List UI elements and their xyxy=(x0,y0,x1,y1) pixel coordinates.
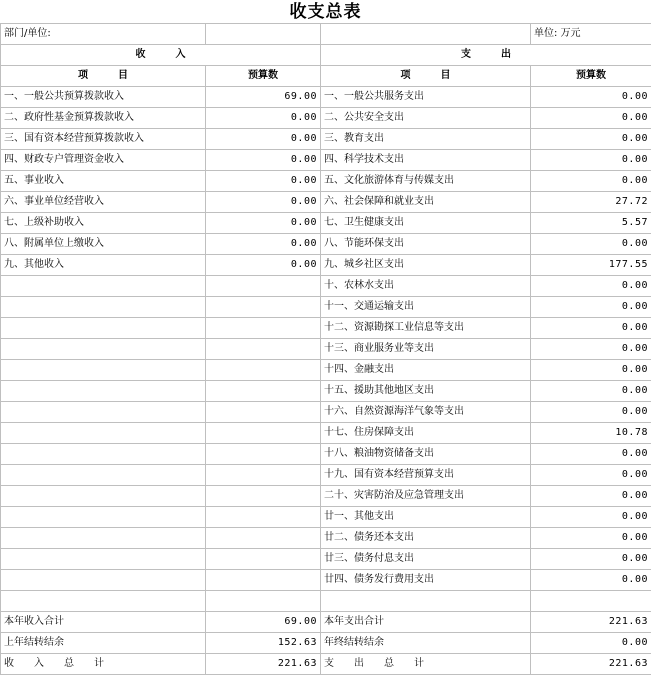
expense-value: 0.00 xyxy=(531,234,651,255)
income-value xyxy=(206,318,321,339)
income-value: 0.00 xyxy=(206,234,321,255)
expense-item: 十七、住房保障支出 xyxy=(321,423,531,444)
expense-value: 0.00 xyxy=(531,360,651,381)
expense-value: 0.00 xyxy=(531,507,651,528)
dept-value xyxy=(206,24,321,45)
spacer-cell xyxy=(206,591,321,612)
expense-total-label: 本年支出合计 xyxy=(321,612,531,633)
expense-value: 0.00 xyxy=(531,381,651,402)
table-row xyxy=(1,444,651,465)
expense-item: 廿四、债务发行费用支出 xyxy=(321,570,531,591)
expense-item: 十四、金融支出 xyxy=(321,360,531,381)
expense-item-header: 项 目 xyxy=(321,66,531,87)
expense-item: 五、文化旅游体育与传媒支出 xyxy=(321,171,531,192)
income-total-label: 本年收入合计 xyxy=(1,612,206,633)
expense-value: 177.55 xyxy=(531,255,651,276)
expense-item: 十、农林水支出 xyxy=(321,276,531,297)
expense-value: 0.00 xyxy=(531,87,651,108)
carry-in-label: 上年结转结余 xyxy=(1,633,206,654)
expense-value: 5.57 xyxy=(531,213,651,234)
expense-value: 0.00 xyxy=(531,402,651,423)
meta-row xyxy=(1,24,651,45)
income-item xyxy=(1,528,206,549)
unit-label: 单位: 万元 xyxy=(531,24,651,45)
income-item: 三、国有资本经营预算拨款收入 xyxy=(1,129,206,150)
income-item xyxy=(1,318,206,339)
income-value: 0.00 xyxy=(206,192,321,213)
table-row xyxy=(1,486,651,507)
expense-value: 0.00 xyxy=(531,150,651,171)
table-row xyxy=(1,192,651,213)
expense-item: 六、社会保障和就业支出 xyxy=(321,192,531,213)
income-value xyxy=(206,360,321,381)
table-row xyxy=(1,549,651,570)
carry-row xyxy=(1,633,651,654)
income-item xyxy=(1,486,206,507)
income-item: 一、一般公共预算拨款收入 xyxy=(1,87,206,108)
income-total-value: 69.00 xyxy=(206,612,321,633)
income-value xyxy=(206,507,321,528)
expense-value: 27.72 xyxy=(531,192,651,213)
income-item: 七、上级补助收入 xyxy=(1,213,206,234)
income-item xyxy=(1,360,206,381)
expense-item: 廿三、债务付息支出 xyxy=(321,549,531,570)
table-row xyxy=(1,213,651,234)
annual-total-row xyxy=(1,612,651,633)
grand-expense-value: 221.63 xyxy=(531,654,651,675)
table-row xyxy=(1,339,651,360)
table-row xyxy=(1,507,651,528)
income-value xyxy=(206,423,321,444)
expense-item: 三、教育支出 xyxy=(321,129,531,150)
grand-total-row xyxy=(1,654,651,675)
expense-value: 0.00 xyxy=(531,486,651,507)
table-row xyxy=(1,570,651,591)
expense-item: 八、节能环保支出 xyxy=(321,234,531,255)
income-value xyxy=(206,570,321,591)
grand-expense-label: 支 出 总 计 xyxy=(321,654,531,675)
income-item xyxy=(1,381,206,402)
income-value: 0.00 xyxy=(206,255,321,276)
income-item xyxy=(1,507,206,528)
table-row xyxy=(1,150,651,171)
expense-item: 十二、资源勘探工业信息等支出 xyxy=(321,318,531,339)
expense-header: 支 出 xyxy=(321,45,651,66)
income-item xyxy=(1,339,206,360)
table-row xyxy=(1,87,651,108)
table-row xyxy=(1,528,651,549)
expense-value: 0.00 xyxy=(531,528,651,549)
expense-value: 0.00 xyxy=(531,129,651,150)
income-item xyxy=(1,423,206,444)
expense-item: 十六、自然资源海洋气象等支出 xyxy=(321,402,531,423)
income-item xyxy=(1,297,206,318)
expense-value: 10.78 xyxy=(531,423,651,444)
table-row xyxy=(1,423,651,444)
expense-item: 二十、灾害防治及应急管理支出 xyxy=(321,486,531,507)
carry-out-value: 0.00 xyxy=(531,633,651,654)
expense-budget-header: 预算数 xyxy=(531,66,651,87)
spacer-row xyxy=(1,591,651,612)
expense-item: 九、城乡社区支出 xyxy=(321,255,531,276)
income-value: 0.00 xyxy=(206,213,321,234)
grand-income-value: 221.63 xyxy=(206,654,321,675)
table-row xyxy=(1,360,651,381)
expense-value: 0.00 xyxy=(531,108,651,129)
expense-value: 0.00 xyxy=(531,297,651,318)
table-row xyxy=(1,297,651,318)
income-item: 二、政府性基金预算拨款收入 xyxy=(1,108,206,129)
table-row xyxy=(1,465,651,486)
expense-total-value: 221.63 xyxy=(531,612,651,633)
expense-value: 0.00 xyxy=(531,339,651,360)
income-item xyxy=(1,465,206,486)
expense-value: 0.00 xyxy=(531,444,651,465)
expense-value: 0.00 xyxy=(531,318,651,339)
expense-item: 十八、粮油物资储备支出 xyxy=(321,444,531,465)
income-item: 五、事业收入 xyxy=(1,171,206,192)
income-header: 收 入 xyxy=(1,45,321,66)
table-row xyxy=(1,234,651,255)
income-value xyxy=(206,402,321,423)
expense-item: 二、公共安全支出 xyxy=(321,108,531,129)
income-value xyxy=(206,486,321,507)
expense-value: 0.00 xyxy=(531,549,651,570)
income-value xyxy=(206,549,321,570)
expense-item: 十五、援助其他地区支出 xyxy=(321,381,531,402)
expense-value: 0.00 xyxy=(531,171,651,192)
income-item: 九、其他收入 xyxy=(1,255,206,276)
income-value: 0.00 xyxy=(206,171,321,192)
income-item-header: 项 目 xyxy=(1,66,206,87)
income-value: 0.00 xyxy=(206,108,321,129)
table-row xyxy=(1,402,651,423)
page-title: 收支总表 xyxy=(289,2,362,22)
expense-item: 七、卫生健康支出 xyxy=(321,213,531,234)
expense-item: 四、科学技术支出 xyxy=(321,150,531,171)
expense-item: 一、一般公共服务支出 xyxy=(321,87,531,108)
expense-item: 十一、交通运输支出 xyxy=(321,297,531,318)
expense-value: 0.00 xyxy=(531,465,651,486)
summary-table xyxy=(0,23,651,675)
meta-blank xyxy=(321,24,531,45)
income-item xyxy=(1,276,206,297)
income-value: 69.00 xyxy=(206,87,321,108)
expense-item: 十九、国有资本经营预算支出 xyxy=(321,465,531,486)
income-item xyxy=(1,402,206,423)
income-value xyxy=(206,297,321,318)
income-item xyxy=(1,570,206,591)
income-value xyxy=(206,381,321,402)
income-value xyxy=(206,276,321,297)
income-item xyxy=(1,444,206,465)
income-item: 八、附属单位上缴收入 xyxy=(1,234,206,255)
section-header-row xyxy=(1,45,651,66)
spacer-cell xyxy=(1,591,206,612)
income-value xyxy=(206,465,321,486)
income-item: 四、财政专户管理资金收入 xyxy=(1,150,206,171)
spacer-cell xyxy=(531,591,651,612)
column-header-row xyxy=(1,66,651,87)
carry-in-value: 152.63 xyxy=(206,633,321,654)
expense-item: 廿一、其他支出 xyxy=(321,507,531,528)
income-value xyxy=(206,444,321,465)
expense-value: 0.00 xyxy=(531,570,651,591)
table-row xyxy=(1,318,651,339)
table-row xyxy=(1,108,651,129)
expense-item: 十三、商业服务业等支出 xyxy=(321,339,531,360)
income-budget-header: 预算数 xyxy=(206,66,321,87)
spacer-cell xyxy=(321,591,531,612)
dept-label: 部门/单位: xyxy=(1,24,206,45)
expense-value: 0.00 xyxy=(531,276,651,297)
income-item: 六、事业单位经营收入 xyxy=(1,192,206,213)
carry-out-label: 年终结转结余 xyxy=(321,633,531,654)
expense-item: 廿二、债务还本支出 xyxy=(321,528,531,549)
table-row xyxy=(1,276,651,297)
income-value: 0.00 xyxy=(206,150,321,171)
table-row xyxy=(1,381,651,402)
income-value xyxy=(206,339,321,360)
table-row xyxy=(1,171,651,192)
income-value: 0.00 xyxy=(206,129,321,150)
table-row xyxy=(1,129,651,150)
grand-income-label: 收 入 总 计 xyxy=(1,654,206,675)
income-item xyxy=(1,549,206,570)
income-value xyxy=(206,528,321,549)
table-row xyxy=(1,255,651,276)
